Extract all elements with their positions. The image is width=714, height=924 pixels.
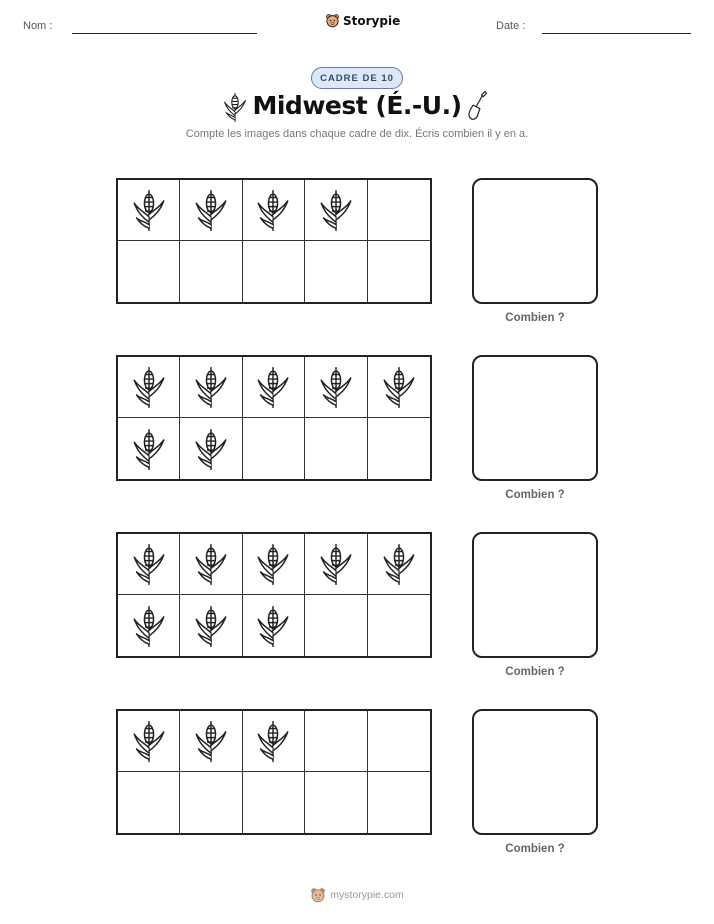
answer-box[interactable] xyxy=(472,178,598,304)
frame-cell xyxy=(243,595,305,656)
frame-cell xyxy=(305,595,367,656)
title-row xyxy=(0,89,714,127)
storypie-logo-icon xyxy=(325,13,340,28)
corn-icon xyxy=(382,364,416,410)
frame-cell xyxy=(180,357,242,418)
answer-prompt: Combien ? xyxy=(505,843,565,855)
corn-icon xyxy=(256,603,290,649)
corn-icon xyxy=(194,718,228,764)
category-badge: CADRE DE 10 xyxy=(311,67,403,89)
corn-icon xyxy=(194,603,228,649)
frame-cell xyxy=(243,534,305,595)
corn-icon xyxy=(132,718,166,764)
frame-cell xyxy=(243,241,305,302)
corn-icon xyxy=(256,364,290,410)
frame-cell xyxy=(305,180,367,241)
brand xyxy=(325,13,400,28)
ten-frame xyxy=(116,355,432,481)
corn-icon xyxy=(256,541,290,587)
footer-url: mystorypie.com xyxy=(330,889,404,901)
frame-cell xyxy=(180,241,242,302)
frame-cell xyxy=(180,418,242,479)
frame-cell xyxy=(118,180,180,241)
page-title: Midwest (É.-U.) xyxy=(252,91,462,120)
frame-cell xyxy=(368,772,430,833)
date-line[interactable] xyxy=(542,33,691,34)
frame-cell xyxy=(118,241,180,302)
frame-cell xyxy=(118,595,180,656)
ten-frame xyxy=(116,709,432,835)
answer-prompt: Combien ? xyxy=(505,312,565,324)
corn-icon xyxy=(319,364,353,410)
corn-icon xyxy=(319,541,353,587)
frame-cell xyxy=(118,418,180,479)
brand-name: Storypie xyxy=(343,13,401,28)
frame-cell xyxy=(305,418,367,479)
frame-cell xyxy=(180,180,242,241)
corn-icon xyxy=(194,541,228,587)
answer-box[interactable] xyxy=(472,355,598,481)
frame-cell xyxy=(118,357,180,418)
name-label: Nom : xyxy=(23,20,53,32)
corn-icon xyxy=(382,541,416,587)
corn-icon xyxy=(194,187,228,233)
frame-cell xyxy=(118,772,180,833)
frame-cell xyxy=(180,711,242,772)
frame-cell xyxy=(243,357,305,418)
storypie-logo-icon xyxy=(310,886,326,904)
ten-frame xyxy=(116,178,432,304)
frame-cell xyxy=(368,241,430,302)
frame-cell xyxy=(305,241,367,302)
frame-cell xyxy=(368,595,430,656)
frame-cell xyxy=(368,534,430,595)
corn-icon xyxy=(132,541,166,587)
date-label: Date : xyxy=(496,20,526,32)
footer xyxy=(0,886,714,904)
frame-cell xyxy=(243,711,305,772)
answer-prompt: Combien ? xyxy=(505,489,565,501)
corn-icon xyxy=(256,187,290,233)
corn-icon xyxy=(132,364,166,410)
frame-cell xyxy=(305,772,367,833)
frame-cell xyxy=(368,711,430,772)
frame-cell xyxy=(243,418,305,479)
name-line[interactable] xyxy=(72,33,257,34)
answer-box[interactable] xyxy=(472,532,598,658)
frame-cell xyxy=(180,595,242,656)
answer-prompt: Combien ? xyxy=(505,666,565,678)
frame-cell xyxy=(180,772,242,833)
shovel-icon xyxy=(466,89,492,123)
answer-box[interactable] xyxy=(472,709,598,835)
instructions: Compte les images dans chaque cadre de dix. Écris combien il y en a. xyxy=(185,128,529,140)
frame-cell xyxy=(118,534,180,595)
corn-icon xyxy=(194,426,228,472)
frame-cell xyxy=(368,180,430,241)
frame-cell xyxy=(368,418,430,479)
corn-icon xyxy=(319,187,353,233)
corn-icon xyxy=(132,187,166,233)
corn-icon xyxy=(194,364,228,410)
corn-icon xyxy=(132,426,166,472)
frame-cell xyxy=(118,711,180,772)
frame-cell xyxy=(305,357,367,418)
frame-cell xyxy=(368,357,430,418)
corn-icon xyxy=(256,718,290,764)
frame-cell xyxy=(305,534,367,595)
frame-cell xyxy=(305,711,367,772)
frame-cell xyxy=(243,180,305,241)
ten-frame xyxy=(116,532,432,658)
corn-icon xyxy=(132,603,166,649)
frame-cell xyxy=(243,772,305,833)
frame-cell xyxy=(180,534,242,595)
